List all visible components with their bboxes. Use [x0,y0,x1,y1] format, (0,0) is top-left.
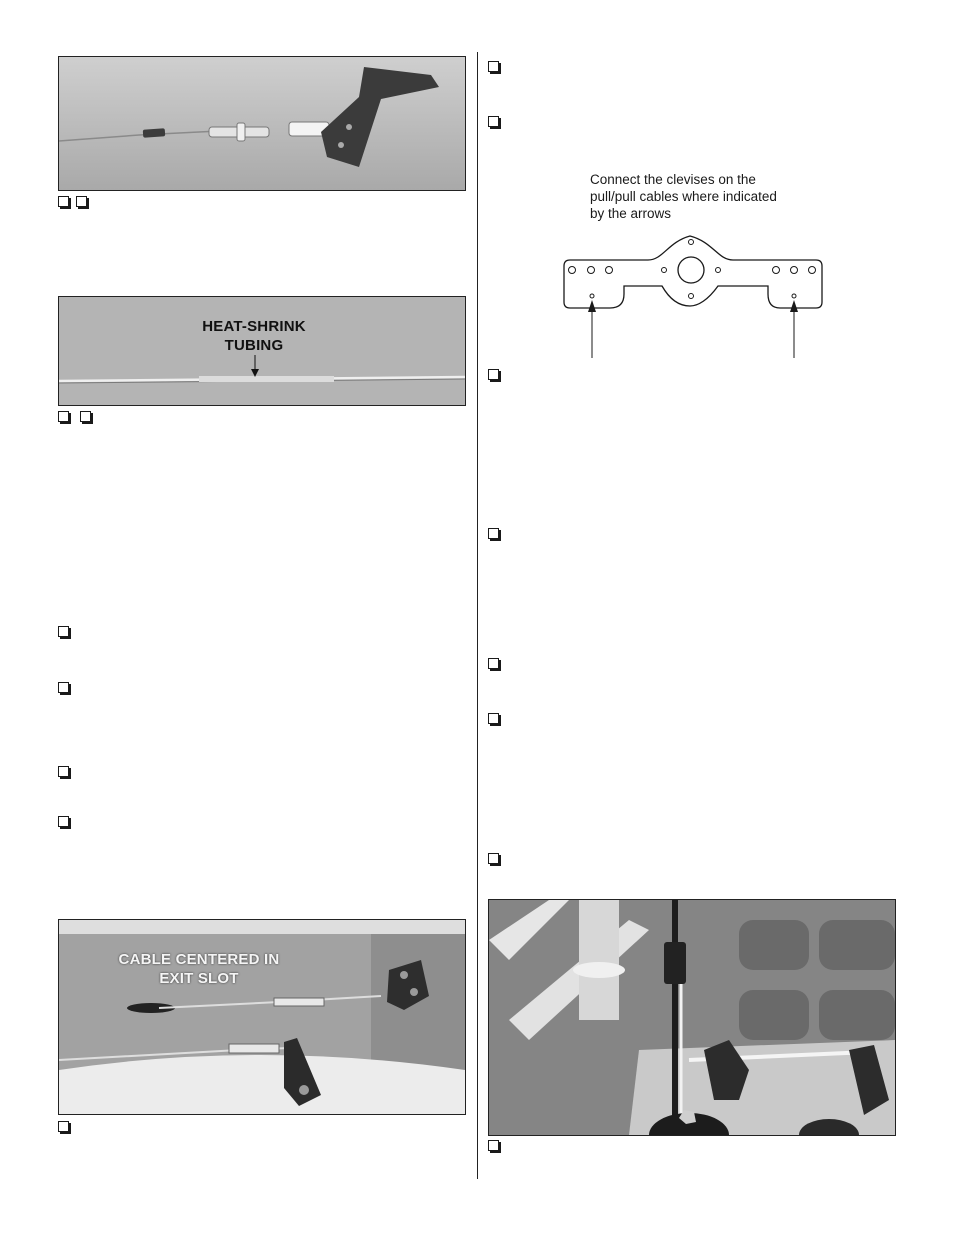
checkbox-icon[interactable] [488,658,499,669]
caption-line-2: pull/pull cables where indicated [590,189,777,204]
checkbox-icon[interactable] [488,528,499,539]
clevis-hole-right [792,294,796,298]
hole [662,268,667,273]
checkbox-icon[interactable] [58,682,69,693]
servo-tray-illustration [489,900,895,1135]
checkbox-icon[interactable] [488,116,499,127]
hole [689,294,694,299]
photo-cable-exit [58,919,466,1115]
checkbox-icon[interactable] [488,853,499,864]
checkbox-icon[interactable] [58,1121,69,1132]
hole [689,240,694,245]
checkbox-icon[interactable] [58,196,69,207]
caption-line-1: Connect the clevises on the [590,172,756,187]
hole [773,267,780,274]
checkbox-icon[interactable] [80,411,91,422]
checkbox-icon[interactable] [58,766,69,777]
checkbox-icon[interactable] [58,626,69,637]
cable-exit-label [99,950,299,988]
checkbox-icon[interactable] [488,713,499,724]
servo-arm-diagram [558,230,828,360]
hole [791,267,798,274]
photo-servo-tray [488,899,896,1136]
heat-shrink-label-line2: TUBING [224,337,284,354]
photo-steering-arm [58,56,466,191]
arrow-right-icon [790,300,798,312]
checkbox-icon[interactable] [488,61,499,72]
cable-exit-label-line2: EXIT SLOT [159,970,239,987]
checkbox-icon[interactable] [58,816,69,827]
checkbox-icon[interactable] [488,1140,499,1151]
hole [569,267,576,274]
checkbox-icon[interactable] [58,411,69,422]
hole [606,267,613,274]
heat-shrink-label [169,317,339,355]
clevis-hole-left [590,294,594,298]
hole [716,268,721,273]
checkbox-icon[interactable] [76,196,87,207]
cable-exit-label-line1: CABLE CENTERED IN [118,951,280,968]
steering-arm-illustration [59,57,465,190]
diagram-caption [590,171,820,222]
hole [809,267,816,274]
center-hub-hole [678,257,704,283]
arrow-left-icon [588,300,596,312]
column-divider [477,52,478,1179]
photo-heat-shrink [58,296,466,406]
checkbox-icon[interactable] [488,369,499,380]
heat-shrink-label-line1: HEAT-SHRINK [202,318,306,335]
hole [588,267,595,274]
caption-line-3: by the arrows [590,206,672,221]
